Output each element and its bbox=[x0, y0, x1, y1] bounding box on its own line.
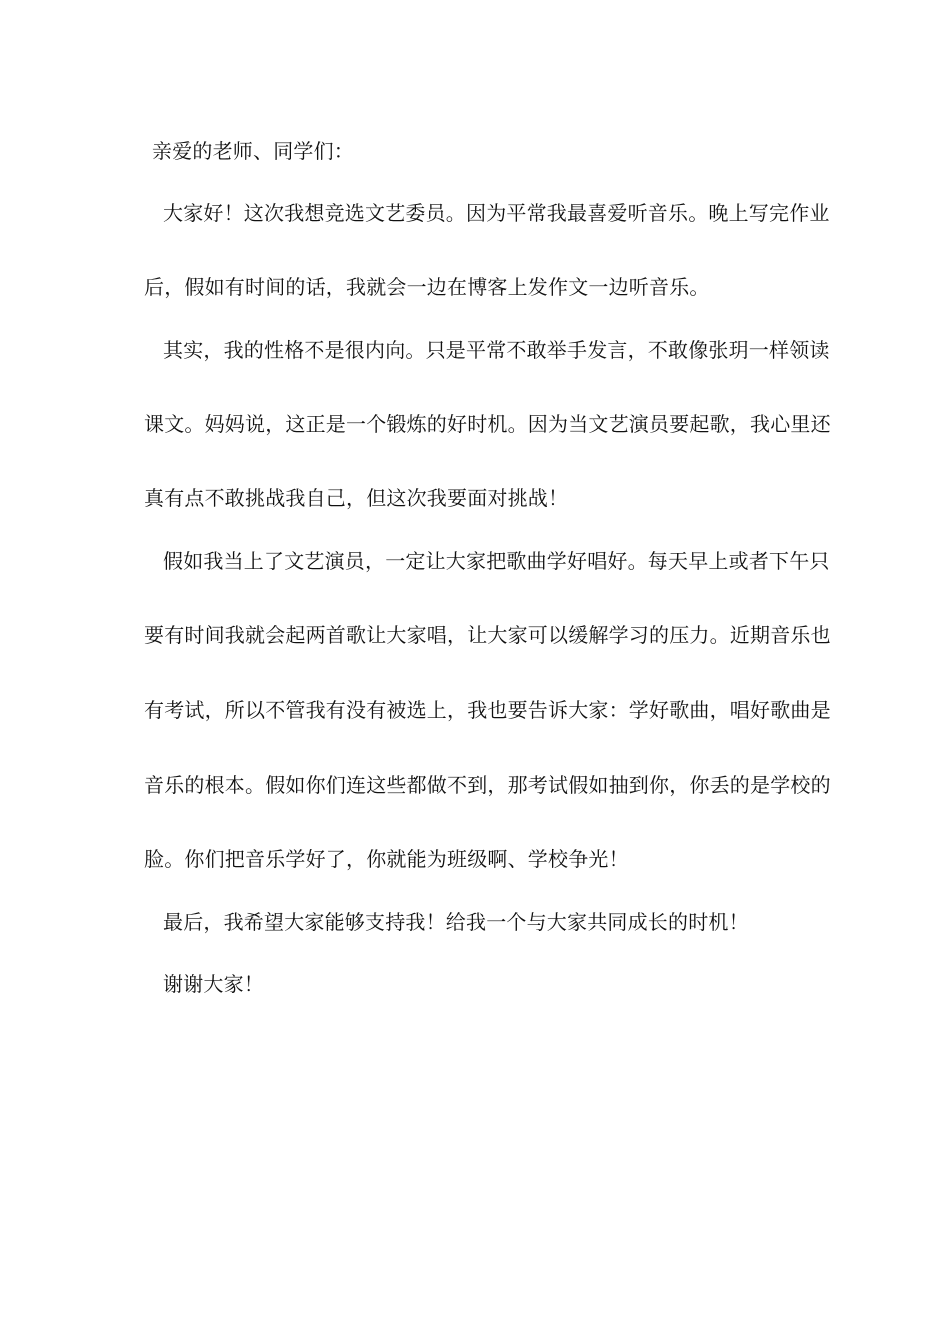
paragraph-line: 假如我当上了文艺演员，一定让大家把歌曲学好唱好。每天早上或者下午只 bbox=[163, 549, 830, 573]
paragraph-line: 最后，我希望大家能够支持我！给我一个与大家共同成长的时机！ bbox=[163, 910, 749, 934]
paragraph-line: 课文。妈妈说，这正是一个锻炼的好时机。因为当文艺演员要起歌，我心里还 bbox=[144, 412, 831, 436]
paragraph-line: 大家好！这次我想竞选文艺委员。因为平常我最喜爱听音乐。晚上写完作业 bbox=[163, 201, 830, 225]
paragraph-line: 要有时间我就会起两首歌让大家唱，让大家可以缓解学习的压力。近期音乐也 bbox=[144, 623, 831, 647]
paragraph-line: 后，假如有时间的话，我就会一边在博客上发作文一边听音乐。 bbox=[144, 275, 710, 299]
paragraph-line: 其实，我的性格不是很内向。只是平常不敢举手发言，不敢像张玥一样领读 bbox=[163, 338, 830, 362]
paragraph-line: 真有点不敢挑战我自己，但这次我要面对挑战！ bbox=[144, 486, 569, 510]
salutation: 亲爱的老师、同学们： bbox=[152, 139, 354, 163]
paragraph-line: 脸。你们把音乐学好了，你就能为班级啊、学校争光！ bbox=[144, 847, 629, 871]
paragraph-line: 音乐的根本。假如你们连这些都做不到，那考试假如抽到你，你丢的是学校的 bbox=[144, 773, 831, 797]
paragraph-line: 有考试，所以不管我有没有被选上，我也要告诉大家：学好歌曲，唱好歌曲是 bbox=[144, 698, 831, 722]
closing-line: 谢谢大家！ bbox=[163, 972, 264, 996]
